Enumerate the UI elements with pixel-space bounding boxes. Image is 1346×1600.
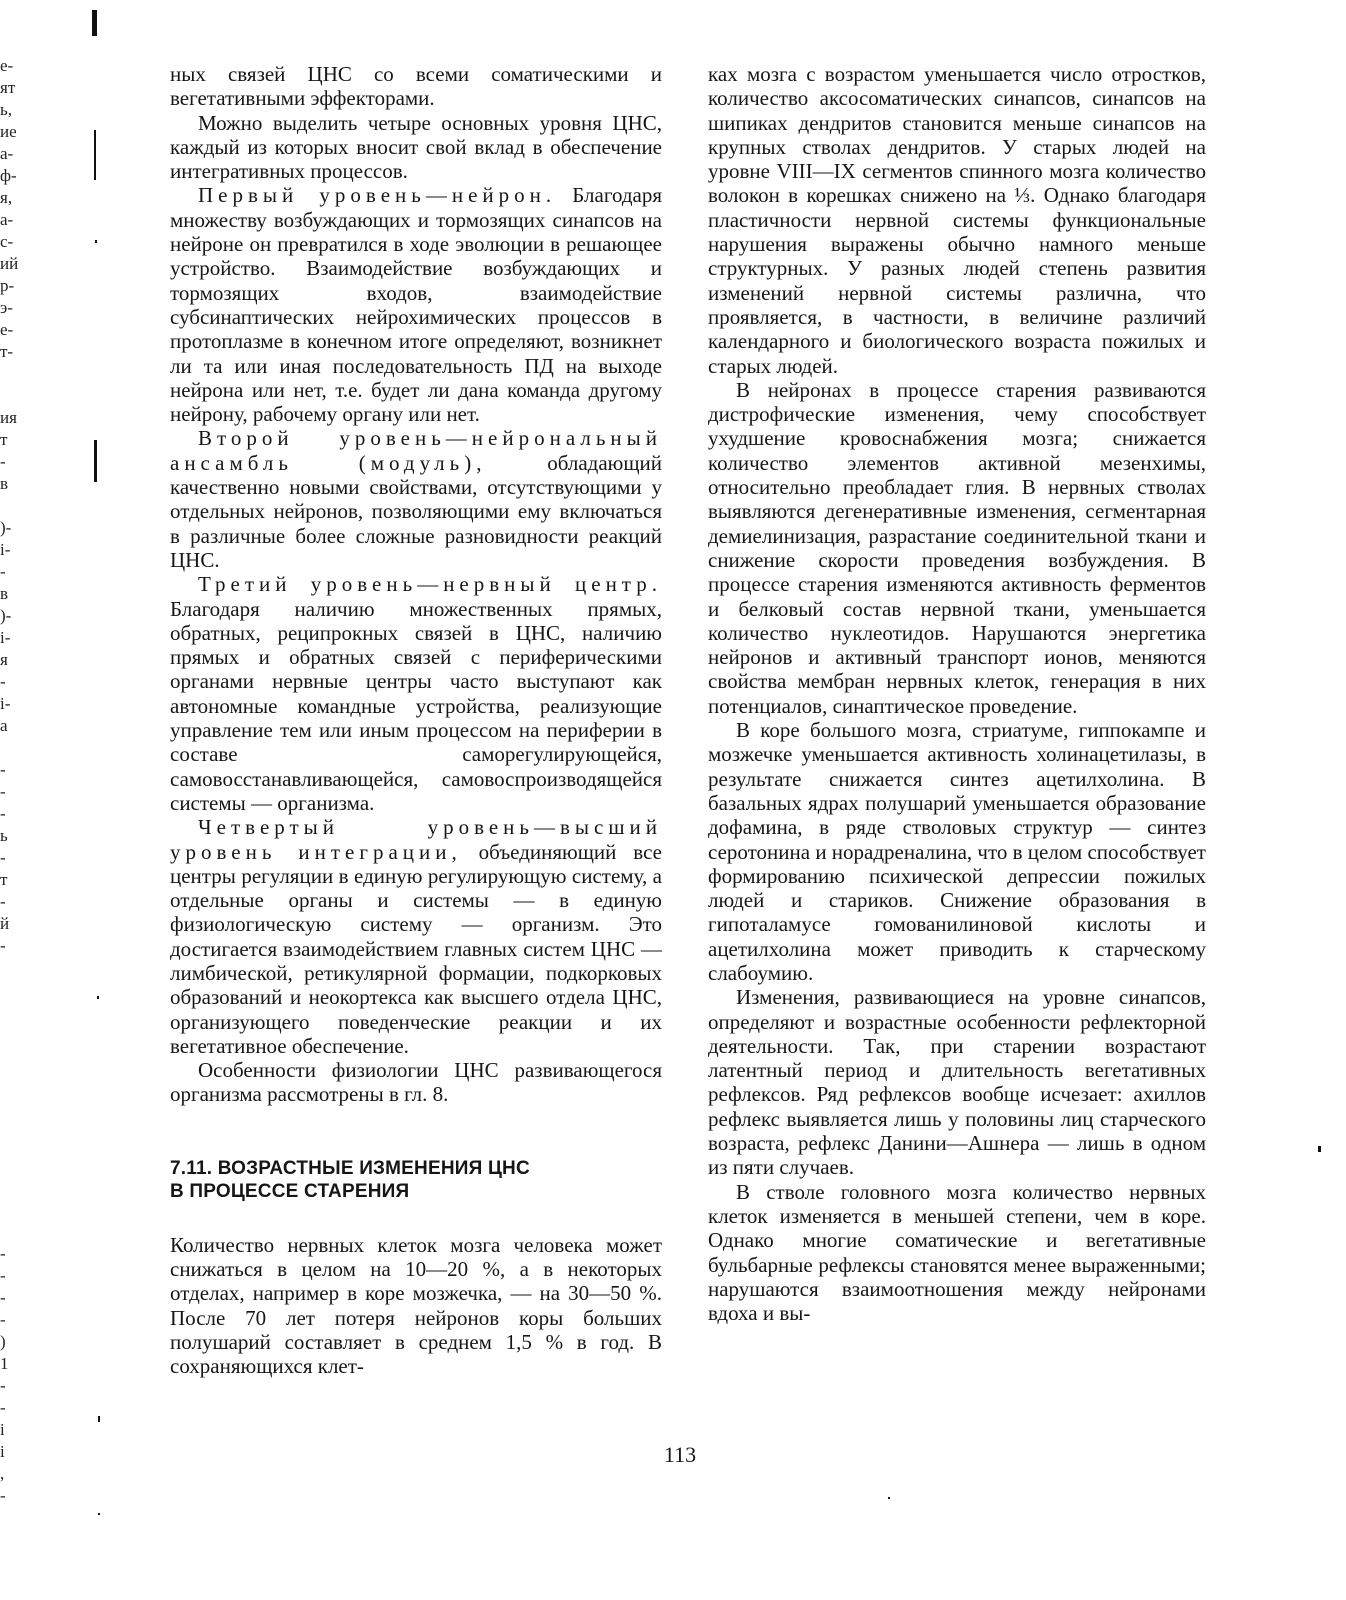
scan-dot-2 — [97, 996, 99, 999]
bleed-fragment: ) — [0, 1332, 6, 1351]
section-title — [170, 1157, 662, 1203]
bleed-fragment: )- — [0, 606, 12, 625]
bleed-fragment — [0, 1177, 28, 1199]
bleed-fragment: т — [0, 870, 8, 889]
bleed-fragment: i- — [0, 540, 11, 559]
bleed-fragment — [0, 363, 28, 385]
scan-dot-4 — [98, 1416, 100, 1422]
bleed-fragment — [0, 1067, 28, 1089]
level-4-text: объединяющий все центры регуляции в единую регулирующую систему, а отдельные органы и системы — в единую физиологическую систему — организм. Это достигается взаимодействием главных систем ЦНС — лимбической, ретикулярной формации, подкорковых образований и неокортекса как высшего отдела ЦНС, организующего поведенческие реакции и их вегетативное обеспечение. — [170, 839, 662, 1058]
scan-mark-left-1 — [94, 130, 96, 180]
bleed-fragment: 1 — [0, 1354, 9, 1373]
bleed-fragment — [0, 385, 28, 407]
bleed-fragment: ий — [0, 254, 19, 273]
page-number: 113 — [663, 1442, 697, 1467]
bleed-fragment: - — [0, 1486, 6, 1505]
bleed-fragment: э- — [0, 298, 13, 317]
level-3-heading: Третий уровень—нервный центр. — [198, 572, 662, 597]
bleed-fragment: ие — [0, 122, 17, 141]
level-2-heading: Второй уровень—нейрональный ансамбль (модуль), — [170, 426, 662, 475]
bleed-fragment: i — [0, 1442, 5, 1461]
section-title-line-2: В ПРОЦЕССЕ СТАРЕНИЯ — [170, 1180, 410, 1202]
paragraph-level-3 — [170, 572, 662, 815]
bleed-fragment: - — [0, 562, 6, 581]
bleed-fragment — [0, 957, 28, 979]
scan-mark-left-2 — [94, 440, 97, 482]
level-3-text: Благодаря наличию множественных прямых, обратных, реципрокных связей в ЦНС, наличию прямых и обратных связей с периферическими органами нервные центры часто выступают как автономные командные устройства, реализующие управление тем или иным процессом на периферии в составе саморегулирующейся, самовосстанавливающейся, самовоспроизводящейся системы — организма. — [170, 596, 662, 815]
bleed-fragment: е- — [0, 320, 14, 339]
paragraph: ных связей ЦНС со всеми соматическими и вегетативными эффекторами. — [170, 62, 662, 111]
level-1-text: Благодаря множеству возбуждающих и тормозящих синапсов на нейроне он превратился в ходе эволюции в решающее устройство. Взаимодействие возбуждающих и тормозящих входов, взаимодействие субсинаптических нейрохимических процессов в протоплазме в конечном итоге определяют, возникнет ли та или иная последовательность ПД на выходе нейрона или нет, т.е. будет ли дана команда другому нейрону, рабочему органу или нет. — [170, 183, 663, 427]
bleed-fragment: а — [0, 716, 8, 735]
paragraph: ках мозга с возрастом уменьшается число отростков, количество аксосоматических синапсов, синапсов на шипиках дендритов становится меньше синапсов на крупных стволах дендритов. У старых людей на уровне VIII—IX сегментов спинного мозга количество волокон в корешках снижено на ⅓. Однако благодаря пластичности нервной системы функциональные нарушения выражены обычно намного меньше структурных. У разных людей степень развития изменений нервной системы различна, что проявляется, в частности, в величине различий календарного и биологического возраста пожилых и старых людей. — [708, 62, 1206, 378]
level-4-heading: Четвертый уровень—высший уровень интеграции, — [170, 815, 662, 864]
bleed-fragment — [0, 1045, 28, 1067]
level-2-text: обладающий качественно новыми свойствами, отсутствующими у отдельных нейронов, позволяющими ему включаться в различные более сложные разновидности реакций ЦНС. — [170, 450, 662, 572]
bleed-fragment — [0, 1089, 28, 1111]
level-1-heading: Первый уровень—нейрон. — [198, 183, 557, 208]
bleed-fragment — [0, 1001, 28, 1023]
bleed-fragment: - — [0, 1310, 6, 1329]
paragraph: В стволе головного мозга количество нервных клеток изменяется в меньшей степени, чем в коре. Однако многие соматические и вегетативные бульбарные рефлексы становятся менее выраженными; нарушаются взаимоотношения между нейронами вдоха и вы- — [708, 1179, 1206, 1326]
paragraph-level-4 — [170, 815, 662, 1058]
bleed-fragment: т — [0, 430, 8, 449]
bleed-fragment: ь — [0, 826, 8, 845]
bleed-fragment — [0, 737, 28, 759]
bleed-fragment: - — [0, 1376, 6, 1395]
bleed-fragment: я — [0, 650, 8, 669]
bleed-fragment — [0, 1023, 28, 1045]
bleed-fragment: - — [0, 1244, 6, 1263]
paragraph: В нейронах в процессе старения развиваются дистрофические изменения, чему способствует ухудшение кровоснабжения мозга; снижается количество элементов активной мезенхимы, относительно преобладает глия. В нервных стволах выявляются дегенеративные изменения, сегментарная демиелинизация, разрастание соединительной ткани и снижение скорости проведения возбуждения. В процессе старения изменяются активность ферментов и белковый состав нервной ткани, уменьшается количество нуклеотидов. Нарушаются энергетика нейронов и активный транспорт ионов, меняются свойства мембран нервных клеток, генерация в них потенциалов, синаптическое проведение. — [708, 377, 1206, 718]
bleed-fragment: в — [0, 474, 9, 493]
paragraph-level-1 — [170, 183, 662, 426]
right-column — [708, 62, 1206, 1325]
bleed-fragment: - — [0, 892, 6, 911]
bleed-fragment: - — [0, 1288, 6, 1307]
bleed-fragment: - — [0, 782, 6, 801]
bleed-fragment: а- — [0, 210, 14, 229]
bleed-fragment — [0, 495, 28, 517]
bleed-fragment: р- — [0, 276, 15, 295]
scan-dot-3 — [1318, 1146, 1321, 1152]
bleed-fragment: - — [0, 452, 6, 471]
bleed-fragment: - — [0, 672, 6, 691]
bleed-fragment: й — [0, 914, 10, 933]
bleed-fragment: - — [0, 1266, 6, 1285]
bleed-fragment: - — [0, 936, 6, 955]
bleed-fragment: я, — [0, 188, 13, 207]
scan-dot-5 — [888, 1497, 890, 1499]
bleed-fragment — [0, 1133, 28, 1155]
bleed-fragment: i- — [0, 628, 11, 647]
bleed-fragment: с- — [0, 232, 14, 251]
scan-dot-1 — [95, 240, 97, 243]
bleed-fragment: , — [0, 1464, 5, 1483]
left-column — [170, 62, 662, 1379]
bleed-fragment: ф- — [0, 166, 17, 185]
bleed-fragment: - — [0, 804, 6, 823]
bleed-fragment: - — [0, 1398, 6, 1417]
paragraph: Изменения, развивающиеся на уровне синапсов, определяют и возрастные особенности рефлекторной деятельности. Так, при старении возрастают латентный период и длительность вегетативных рефлексов. Ряд рефлексов вообще исчезает: ахиллов рефлекс выявляется лишь у половины лиц старческого возраста, рефлекс Данини—Ашнера — лишь в одном из пяти случаев. — [708, 985, 1206, 1180]
paragraph: Можно выделить четыре основных уровня ЦНС, каждый из которых вносит свой вклад в обеспечение интегративных процессов. — [170, 110, 662, 184]
bleed-fragment: - — [0, 760, 6, 779]
scan-dot-6 — [98, 1513, 100, 1515]
paragraph: Количество нервных клеток мозга человека может снижаться в целом на 10—20 %, а в некоторых отделах, например в коре мозжечка, — на 30—50 %. После 70 лет потеря нейронов коры больших полушарий составляет в среднем 1,5 % в год. В сохраняющихся клет- — [170, 1232, 662, 1379]
paragraph: В коре большого мозга, стриатуме, гиппокампе и мозжечке уменьшается активность холинацетилазы, в результате снижается синтез ацетилхолина. В базальных ядрах полушарий уменьшается образование дофамина, в ряде стволовых структур — синтез серотонина и норадреналина, что в целом способствует формированию психической депрессии пожилых людей и стариков. Снижение образования в гипоталамусе гомованилиновой кислоты и ацетилхолина может приводить к старческому слабоумию. — [708, 718, 1206, 985]
bleed-fragment: т- — [0, 342, 14, 361]
bleed-fragment: ия — [0, 408, 17, 427]
bleed-fragment: i — [0, 1420, 5, 1439]
bleed-fragment: а- — [0, 144, 14, 163]
bleed-fragment: i- — [0, 694, 11, 713]
bleed-fragment: ь, — [0, 100, 13, 119]
scan-mark-top — [92, 10, 97, 36]
bleed-fragment: в — [0, 584, 9, 603]
bleed-fragment: е- — [0, 56, 14, 75]
bleed-fragment — [0, 1111, 28, 1133]
bleed-fragment: )- — [0, 518, 12, 537]
bleed-fragment — [0, 979, 28, 1001]
paragraph: Особенности физиологии ЦНС развивающегося организма рассмотрены в гл. 8. — [170, 1058, 662, 1107]
bleed-fragment — [0, 1199, 28, 1221]
bleed-fragment — [0, 1221, 28, 1243]
section-title-line-1: 7.11. ВОЗРАСТНЫЕ ИЗМЕНЕНИЯ ЦНС — [170, 1157, 530, 1179]
paragraph-level-2 — [170, 426, 662, 572]
facing-page-bleed — [0, 55, 28, 1507]
bleed-fragment: - — [0, 848, 6, 867]
bleed-fragment: ят — [0, 78, 16, 97]
bleed-fragment — [0, 1155, 28, 1177]
